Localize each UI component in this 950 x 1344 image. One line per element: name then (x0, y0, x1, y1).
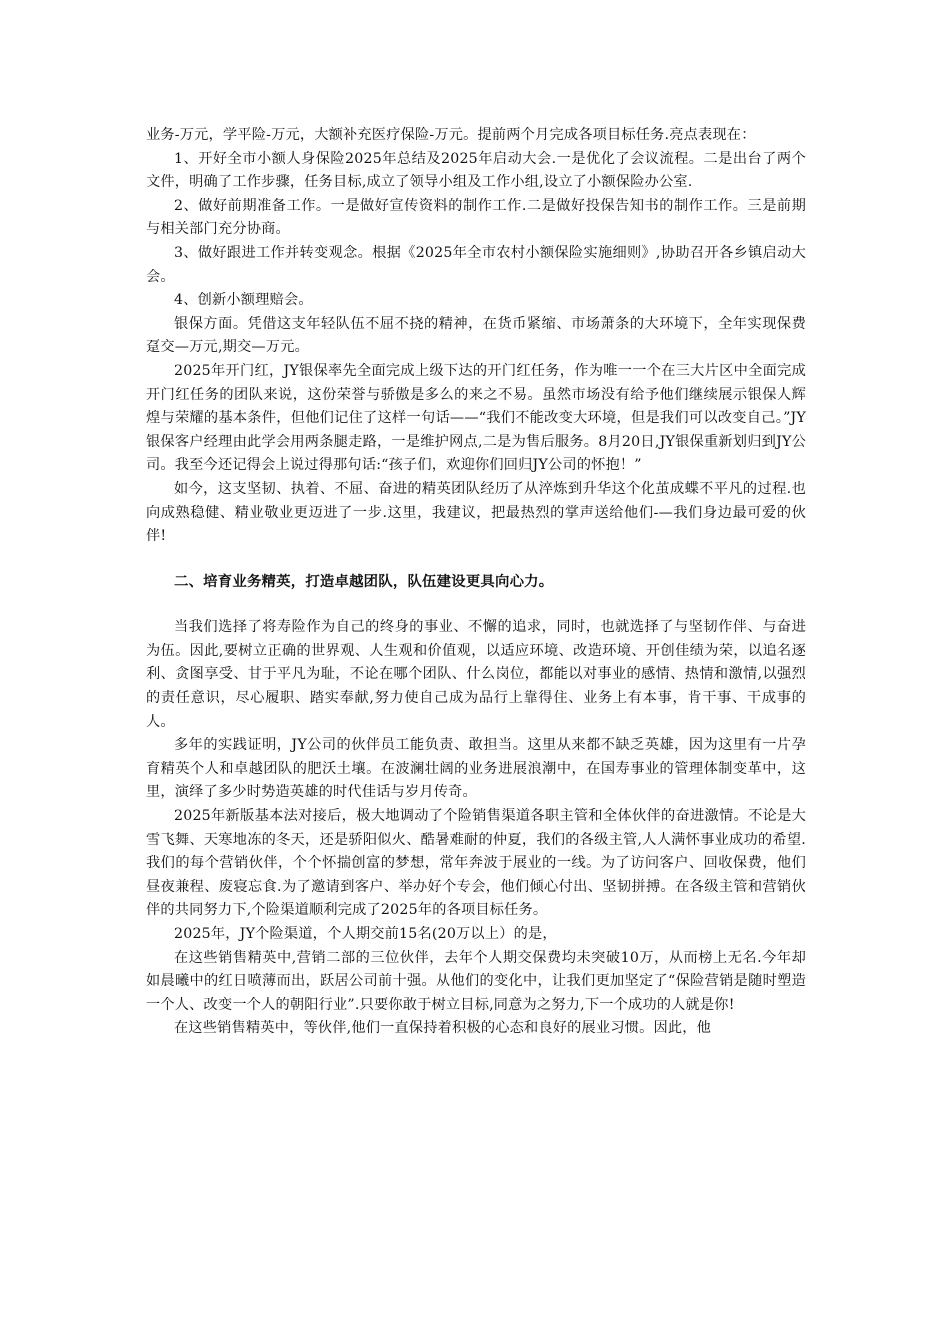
paragraph-item-1: 1、开好全市小额人身保险2025年总结及2025年启动大会.一是优化了会议流程。二是出台了两个文件，明确了工作步骤，任务目标,成立了领导小组及工作小组,设立了小额保险办公室. (146, 150, 806, 191)
paragraph-bancassurance: 银保方面。凭借这支年轻队伍不屈不挠的精神，在货币紧缩、市场萧条的大环境下，全年实现保费趸交—万元,期交—万元。 (146, 315, 806, 356)
paragraph-elite-sales: 在这些销售精英中,营销二部的三位伙伴，去年个人期交保费均未突破10万，从而榜上无名.今年却如晨曦中的红日喷薄而出，跃居公司前十强。从他们的变化中，让我们更加坚定了“保险营销是随时塑造一个人、改变一个人的朝阳行业”.只要你敢于树立目标,同意为之努力,下一个成功的人就是你! (146, 949, 806, 1013)
paragraph-item-2: 2、做好前期准备工作。一是做好宣传资料的制作工作.二是做好投保告知书的制作工作。三是前期与相关部门充分协商。 (146, 197, 806, 238)
paragraph-practice: 多年的实践证明，JY公司的伙伴员工能负责、敢担当。这里从来都不缺乏英雄，因为这里有一片孕育精英个人和卓越团队的肥沃土壤。在波澜壮阔的业务进展浪潮中，在国寿事业的管理体制变革中，这里，演绎了多少时势造英雄的时代佳话与岁月传奇。 (146, 737, 806, 801)
paragraph-top15: 2025年，JY个险渠道，个人期交前15名(20万以上）的是， (174, 926, 557, 942)
paragraph-elite-habits: 在这些销售精英中，等伙伴,他们一直保持着积极的心态和良好的展业习惯。因此，他 (174, 1020, 712, 1037)
paragraph-item-4: 4、创新小额理赔会。 (174, 292, 313, 309)
paragraph-kickoff: 2025年开门红，JY银保率先全面完成上级下达的开门红任务，作为唯一一个在三大片区中全面完成开门红任务的团队来说，这份荣誉与骄傲是多么的来之不易。虽然市场没有给予他们继续展示银保人辉煌与荣耀的基本条件，但他们记住了这样一句话——“我们不能改变大环境，但是我们可以改变自己。”JY银保客户经理由此学会用两条腿走路，一是维护网点,二是为售后服务。8月20日,JY银保重新划归到JY公司。我至今还记得会上说过得那句话:“孩子们，欢迎你们回归JY公司的怀抱！” (146, 362, 806, 474)
paragraph-basic-law: 2025年新版基本法对接后，极大地调动了个险销售渠道各职主管和全体伙伴的奋进激情。不论是大雪飞舞、天寒地冻的冬天，还是骄阳似火、酷暑难耐的仲夏，我们的各级主管,人人满怀事业成功的希望.我们的每个营销伙伴，个个怀揣创富的梦想，常年奔波于展业的一线。为了访问客户、回收保费，他们昼夜兼程、废寝忘食.为了邀请到客户、举办好个专会，他们倾心付出、坚韧拼搏。在各级主管和营销伙伴的共同努力下,个险渠道顺利完成了2025年的各项目标任务。 (146, 808, 806, 919)
paragraph-team-praise: 如今，这支坚韧、执着、不屈、奋进的精英团队经历了从淬炼到升华这个化茧成蝶不平凡的过程.也向成熟稳健、精业敬业更迈进了一步.这里，我建议，把最热烈的掌声送给他们-—我们身边最可爱的伙伴! (146, 480, 806, 545)
section-heading: 二、培育业务精英，打造卓越团队，队伍建设更具向心力。 (174, 573, 554, 590)
paragraph-item-3: 3、做好跟进工作并转变观念。根据《2025年全市农村小额保险实施细则》,协助召开各乡镇启动大会。 (146, 244, 806, 285)
document-body (146, 124, 806, 1041)
paragraph-intro: 业务-万元，学平险-万元，大额补充医疗保险-万元。提前两个月完成各项目标任务.亮点表现在： (146, 127, 756, 143)
paragraph-career-choice: 当我们选择了将寿险作为自己的终身的事业、不懈的追求，同时，也就选择了与坚韧作伴、与奋进为伍。因此,要树立正确的世界观、人生观和价值观，以适应环境、改造环境、开创佳绩为荣，以追名逐利、贪图享受、甘于平凡为耻，不论在哪个团队、什么岗位，都能以对事业的感情、热情和激情,以强烈的责任意识，尽心履职、踏实奉献,努力使自己成为品行上靠得住、业务上有本事，肯干事、干成事的人。 (146, 619, 806, 730)
